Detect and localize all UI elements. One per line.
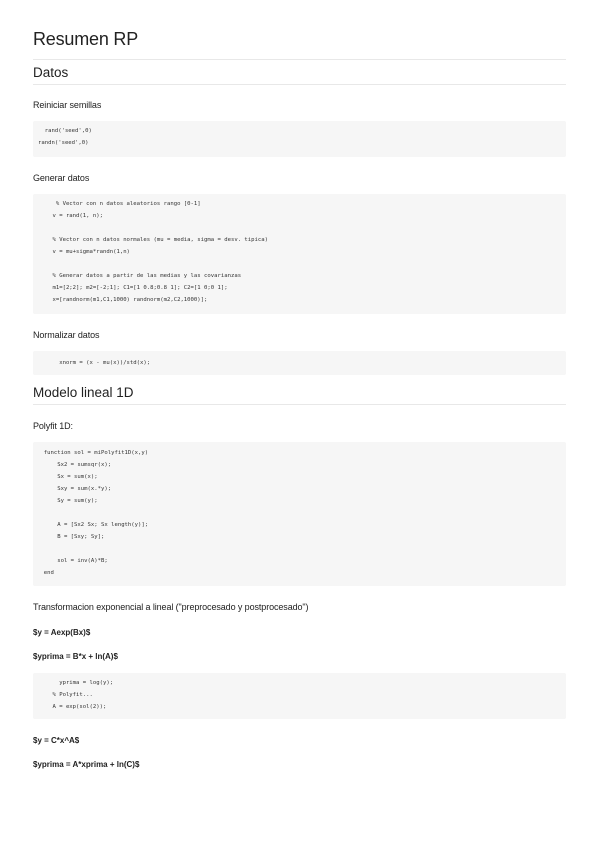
code-block-transformacion: yprima = log(y); % Polyfit... A = exp(sol(2)); — [33, 673, 566, 719]
subheading-polyfit: Polyfit 1D: — [33, 421, 73, 431]
code-block-normalizar: xnorm = (x - mu(x))/std(x); — [33, 351, 566, 375]
equation-linearized: $yprima = B*x + ln(A)$ — [33, 652, 118, 661]
equation-exponential: $y = Aexp(Bx)$ — [33, 628, 91, 637]
page-title: Resumen RP — [33, 0, 566, 60]
subheading-transformacion: Transformacion exponencial a lineal ("preprocesado y postprocesado") — [33, 602, 309, 612]
subheading-normalizar-datos: Normalizar datos — [33, 330, 100, 340]
code-block-generar: % Vector con n datos aleatorios rango [0-1] v = rand(1, n); % Vector con n datos normales (mu = media, sigma = desv. tipica) v = mu+sigma*randn(1,n) % Generar datos a partir de las medias y las covarianzas m1=[2;2]; m2=[-2;1]; C1=[1 0.8;0.8 1]; C2=[1 0;0 1]; x=[randnorm(m1,C1,1000) randnorm(m2,C2,1000)]; — [33, 194, 566, 314]
code-block-reiniciar: rand('seed',0) randn('seed',0) — [33, 121, 566, 157]
subheading-reiniciar-semillas: Reiniciar semillas — [33, 100, 102, 110]
equation-power-linearized: $yprima = A*xprima + ln(C)$ — [33, 760, 140, 769]
section-heading-modelo-lineal: Modelo lineal 1D — [33, 385, 566, 405]
equation-power: $y = C*x^A$ — [33, 736, 80, 745]
code-block-polyfit: function sol = miPolyfit1D(x,y) Sx2 = sumsqr(x); Sx = sum(x); Sxy = sum(x.*y); Sy = sum(y); A = [Sx2 Sx; Sx length(y)]; B = [Sxy; Sy]; sol = inv(A)*B; end — [33, 442, 566, 586]
section-heading-datos: Datos — [33, 65, 566, 85]
subheading-generar-datos: Generar datos — [33, 173, 90, 183]
